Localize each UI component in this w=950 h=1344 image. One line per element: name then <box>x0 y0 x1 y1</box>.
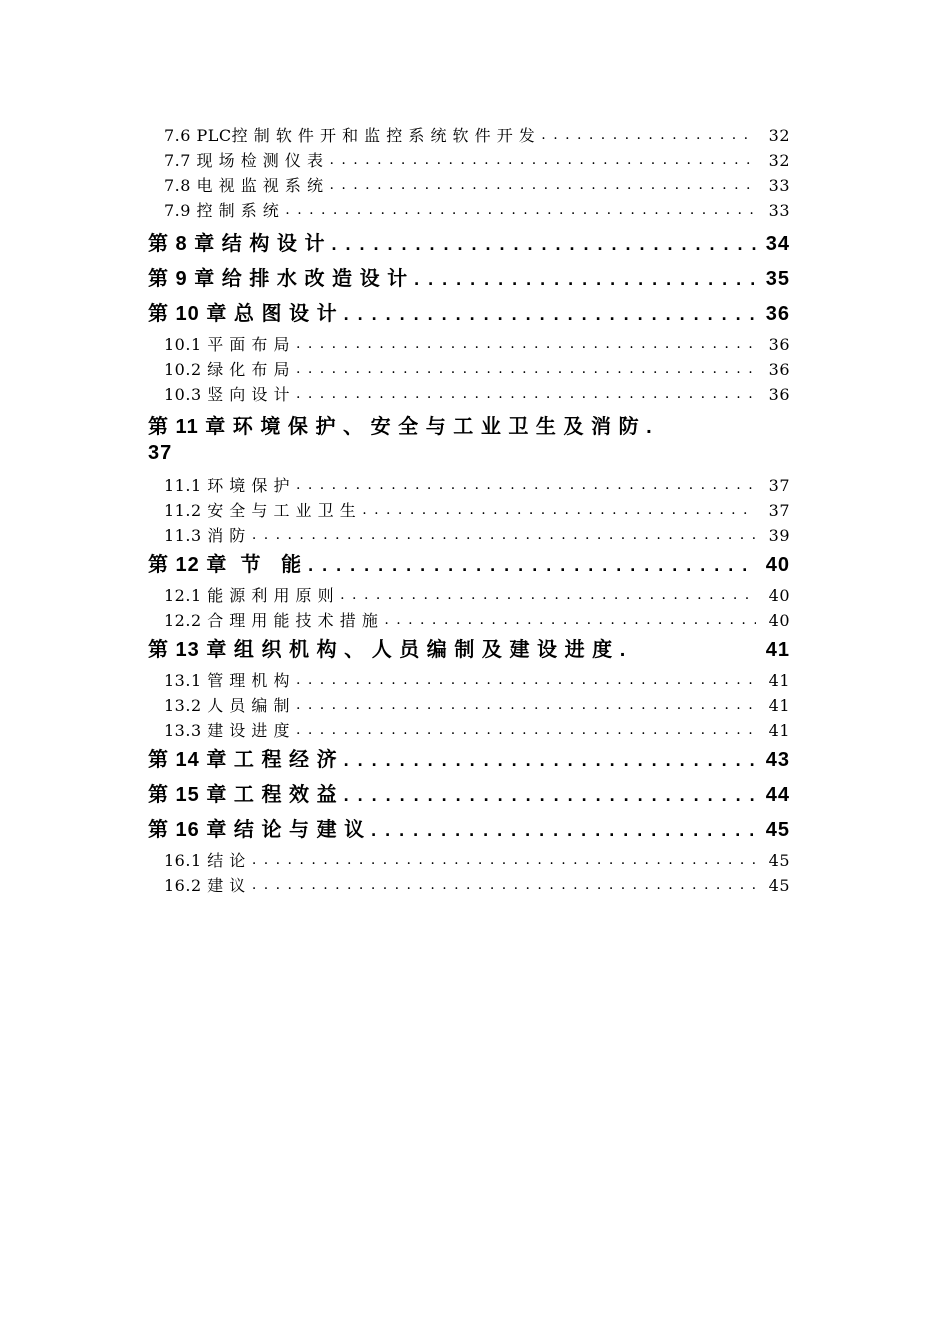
toc-entry-10-2[interactable] <box>164 357 790 382</box>
toc-entry-11-2[interactable] <box>164 498 790 523</box>
toc-page-number: 39 <box>756 523 790 548</box>
toc-page-number: 32 <box>756 148 790 173</box>
toc-entry-7-6[interactable] <box>164 123 790 148</box>
toc-entry-16-2[interactable] <box>164 873 790 898</box>
toc-page-number: 37 <box>148 442 173 464</box>
dot-leader <box>296 668 756 693</box>
toc-chapter-title: 第 11 章 环 境 保 护 、 安 全 与 工 业 卫 生 及 消 防 . <box>148 416 653 438</box>
toc-page-number: 41 <box>756 633 790 668</box>
toc-chapter-10[interactable] <box>148 297 790 332</box>
toc-page-number: 40 <box>756 608 790 633</box>
toc-entry-title: 11.1 环 境 保 护 <box>164 473 296 498</box>
toc-entry-title: 13.2 人 员 编 制 <box>164 693 296 718</box>
toc-entry-title: 10.1 平 面 布 局 <box>164 332 296 357</box>
toc-entry-12-2[interactable] <box>164 608 790 633</box>
dot-leader <box>308 548 756 583</box>
toc-page-number: 45 <box>756 848 790 873</box>
dot-leader <box>541 123 756 148</box>
dot-leader <box>344 778 756 813</box>
toc-chapter-9[interactable] <box>148 262 790 297</box>
table-of-contents <box>148 123 790 898</box>
toc-page-number: 32 <box>756 123 790 148</box>
toc-entry-13-3[interactable] <box>164 718 790 743</box>
toc-chapter-8[interactable] <box>148 227 790 262</box>
toc-entry-title: 10.3 竖 向 设 计 <box>164 382 296 407</box>
toc-page-number: 36 <box>756 382 790 407</box>
toc-chapter-title: 第 9 章 给 排 水 改 造 设 计 <box>148 262 414 297</box>
toc-entry-title: 10.2 绿 化 布 局 <box>164 357 296 382</box>
toc-entry-16-1[interactable] <box>164 848 790 873</box>
toc-entry-10-1[interactable] <box>164 332 790 357</box>
dot-leader <box>252 523 756 548</box>
toc-chapter-11[interactable] <box>148 413 790 473</box>
toc-page-number: 37 <box>756 498 790 523</box>
toc-entry-title: 7.8 电 视 监 视 系 统 <box>164 173 329 198</box>
toc-chapter-15[interactable] <box>148 778 790 813</box>
dot-leader <box>296 357 756 382</box>
toc-entry-title: 11.3 消 防 <box>164 523 252 548</box>
toc-page-number: 35 <box>756 262 790 297</box>
dot-leader <box>344 743 756 778</box>
dot-leader <box>384 608 756 633</box>
toc-entry-11-1[interactable] <box>164 473 790 498</box>
dot-leader <box>329 173 756 198</box>
dot-leader <box>285 198 756 223</box>
toc-chapter-title: 第 8 章 结 构 设 计 <box>148 227 331 262</box>
toc-chapter-12[interactable] <box>148 548 790 583</box>
toc-chapter-title: 第 16 章 结 论 与 建 议 <box>148 813 371 848</box>
toc-page-number: 41 <box>756 718 790 743</box>
dot-leader <box>296 718 756 743</box>
toc-page-number: 45 <box>756 873 790 898</box>
toc-chapter-13[interactable] <box>148 633 790 668</box>
toc-entry-title: 13.3 建 设 进 度 <box>164 718 296 743</box>
toc-entry-13-1[interactable] <box>164 668 790 693</box>
toc-entry-title: 11.2 安 全 与 工 业 卫 生 <box>164 498 362 523</box>
toc-chapter-title: 第 14 章 工 程 经 济 <box>148 743 344 778</box>
dot-leader <box>252 873 756 898</box>
toc-entry-title: 12.2 合 理 用 能 技 术 措 施 <box>164 608 384 633</box>
toc-entry-7-9[interactable] <box>164 198 790 223</box>
toc-chapter-14[interactable] <box>148 743 790 778</box>
dot-leader <box>296 693 756 718</box>
toc-entry-title: 13.1 管 理 机 构 <box>164 668 296 693</box>
dot-leader <box>331 227 756 262</box>
toc-entry-12-1[interactable] <box>164 583 790 608</box>
dot-leader <box>296 332 756 357</box>
toc-page-number: 40 <box>756 583 790 608</box>
toc-page-number: 41 <box>756 693 790 718</box>
toc-entry-title: 7.7 现 场 检 测 仪 表 <box>164 148 329 173</box>
toc-entry-11-3[interactable] <box>164 523 790 548</box>
toc-entry-title: 12.1 能 源 利 用 原 则 <box>164 583 340 608</box>
toc-page-number: 45 <box>756 813 790 848</box>
toc-page-number: 36 <box>756 297 790 332</box>
toc-entry-7-8[interactable] <box>164 173 790 198</box>
toc-chapter-16[interactable] <box>148 813 790 848</box>
dot-leader <box>414 262 756 297</box>
dot-leader <box>344 297 756 332</box>
toc-entry-title: 7.6 PLC控 制 软 件 开 和 监 控 系 统 软 件 开 发 <box>164 123 541 148</box>
dot-leader <box>329 148 756 173</box>
toc-entry-title: 7.9 控 制 系 统 <box>164 198 285 223</box>
toc-page-number: 33 <box>756 198 790 223</box>
dot-leader <box>340 583 756 608</box>
toc-page-number: 43 <box>756 743 790 778</box>
toc-page-number: 41 <box>756 668 790 693</box>
toc-page-number: 40 <box>756 548 790 583</box>
dot-leader <box>371 813 756 848</box>
toc-entry-title: 16.1 结 论 <box>164 848 252 873</box>
toc-entry-title: 16.2 建 议 <box>164 873 252 898</box>
dot-leader <box>296 382 756 407</box>
toc-chapter-title: 第 12 章 节 能 <box>148 548 308 583</box>
toc-page-number: 33 <box>756 173 790 198</box>
toc-entry-7-7[interactable] <box>164 148 790 173</box>
dot-leader <box>296 473 756 498</box>
toc-chapter-title: 第 10 章 总 图 设 计 <box>148 297 344 332</box>
toc-chapter-title: 第 13 章 组 织 机 构 、 人 员 编 制 及 建 设 进 度 . <box>148 633 632 668</box>
toc-chapter-title: 第 15 章 工 程 效 益 <box>148 778 344 813</box>
toc-page-number: 36 <box>756 357 790 382</box>
toc-page-number: 34 <box>756 227 790 262</box>
dot-leader <box>252 848 756 873</box>
dot-leader <box>362 498 756 523</box>
toc-entry-13-2[interactable] <box>164 693 790 718</box>
toc-page-number: 37 <box>756 473 790 498</box>
toc-page-number: 36 <box>756 332 790 357</box>
toc-page-number: 44 <box>756 778 790 813</box>
toc-entry-10-3[interactable] <box>164 382 790 407</box>
